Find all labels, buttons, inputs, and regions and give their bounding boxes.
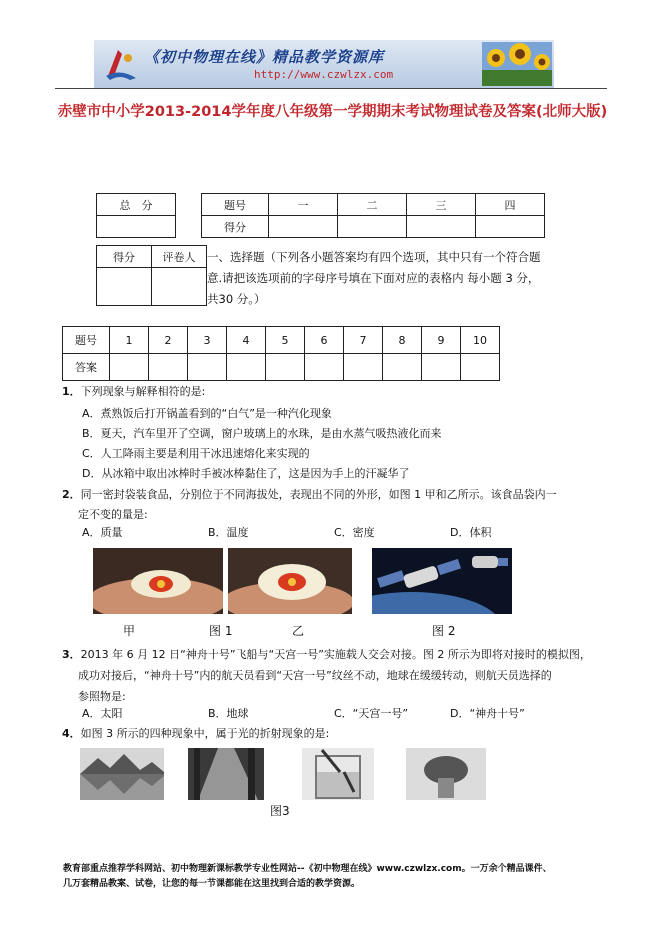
question-3-stem-1: 2013 年 6 月 12 日“神舟十号”飞船与“天宫一号”实施载人交会对接。图 2 所示为即将对接时的模拟图， bbox=[80, 648, 591, 661]
figure-1-jia-image bbox=[93, 548, 223, 614]
answer-cell-1[interactable] bbox=[110, 354, 149, 381]
answer-cell-6[interactable] bbox=[305, 354, 344, 381]
section1-line2: 意.请把该选项前的字母序号填在下面对应的表格内 每小题 3 分， bbox=[207, 271, 540, 285]
figure-2-docking-image bbox=[372, 548, 512, 614]
q2-option-c[interactable]: C．密度 bbox=[334, 526, 375, 539]
exam-title: 赤壁市中小学2013-2014学年度八年级第一学期期末考试物理试卷及答案(北师大版) bbox=[57, 104, 608, 120]
answer-number-7: 7 bbox=[344, 327, 383, 354]
question-4-number: 4． bbox=[62, 727, 81, 740]
question-2-stem-2: 定不变的量是: bbox=[78, 508, 148, 521]
answer-number-5: 5 bbox=[266, 327, 305, 354]
figure-3-shadow-puppet-image bbox=[406, 748, 486, 800]
header-divider bbox=[55, 88, 607, 89]
question-4-stem: 如图 3 所示的四种现象中，属于光的折射现象的是: bbox=[80, 727, 330, 740]
score-header-label: 题号 bbox=[202, 194, 269, 216]
score-col-2: 二 bbox=[338, 194, 407, 216]
score-cell-2[interactable] bbox=[338, 216, 407, 238]
section-score-table bbox=[201, 193, 545, 238]
section1-instructions bbox=[207, 247, 541, 310]
question-1-number: 1． bbox=[62, 385, 81, 398]
section1-line1: 一、选择题（下列各小题答案均有四个选项，其中只有一个符合题 bbox=[207, 250, 541, 264]
question-3-stem-2: 成功对接后，“神舟十号”内的航天员看到“天宫一号”纹丝不动，地球在缓缓转动，则航天员选择的 bbox=[78, 669, 552, 682]
question-3 bbox=[62, 644, 591, 707]
q2-option-d[interactable]: D．体积 bbox=[450, 526, 492, 539]
score-row-label: 得分 bbox=[202, 216, 269, 238]
grader-score-cell[interactable] bbox=[97, 268, 152, 306]
answer-table bbox=[62, 326, 500, 381]
grader-name-cell[interactable] bbox=[152, 268, 207, 306]
answer-number-2: 2 bbox=[149, 327, 188, 354]
question-4 bbox=[62, 725, 329, 742]
question-3-number: 3． bbox=[62, 648, 81, 661]
answer-number-10: 10 bbox=[461, 327, 500, 354]
answer-cell-10[interactable] bbox=[461, 354, 500, 381]
grader-box bbox=[96, 245, 207, 306]
answer-cell-8[interactable] bbox=[383, 354, 422, 381]
figure-2-caption: 图 2 bbox=[432, 624, 456, 638]
banner-title: 《初中物理在线》精品教学资源库 bbox=[144, 48, 385, 66]
score-cell-4[interactable] bbox=[476, 216, 545, 238]
grader-score-label: 得分 bbox=[97, 246, 152, 268]
total-score-cell[interactable] bbox=[97, 216, 176, 238]
q3-option-c[interactable]: C．“天宫一号” bbox=[334, 707, 409, 720]
total-score-label: 总 分 bbox=[97, 194, 176, 216]
score-col-1: 一 bbox=[269, 194, 338, 216]
answer-cell-5[interactable] bbox=[266, 354, 305, 381]
question-3-stem-3: 参照物是: bbox=[78, 690, 126, 703]
q3-option-b[interactable]: B．地球 bbox=[208, 707, 249, 720]
answer-number-3: 3 bbox=[188, 327, 227, 354]
q2-option-b[interactable]: B．温度 bbox=[208, 526, 249, 539]
q1-option-c[interactable]: C．人工降雨主要是利用干冰迅速熔化来实现的 bbox=[82, 447, 310, 460]
figure-1-jia-caption: 甲 bbox=[123, 624, 136, 638]
section1-line3: 共30 分。） bbox=[207, 292, 266, 306]
page-footer bbox=[63, 862, 603, 892]
answer-cell-3[interactable] bbox=[188, 354, 227, 381]
answer-cell-2[interactable] bbox=[149, 354, 188, 381]
answer-table-answer-label: 答案 bbox=[63, 354, 110, 381]
figure-1-yi-caption: 乙 bbox=[292, 624, 305, 638]
question-1 bbox=[62, 383, 205, 400]
q2-option-a[interactable]: A．质量 bbox=[82, 526, 123, 539]
q1-option-a[interactable]: A．煮熟饭后打开锅盖看到的“白气”是一种汽化现象 bbox=[82, 407, 332, 420]
figure-3-light-through-trees-image bbox=[188, 748, 264, 800]
grader-name-label: 评卷人 bbox=[152, 246, 207, 268]
site-logo-icon bbox=[100, 46, 140, 82]
answer-number-9: 9 bbox=[422, 327, 461, 354]
q1-option-b[interactable]: B．夏天，汽车里开了空调，窗户玻璃上的水珠，是由水蒸气吸热液化而来 bbox=[82, 427, 442, 440]
figure-1-yi-image bbox=[228, 548, 352, 614]
q3-option-a[interactable]: A．太阳 bbox=[82, 707, 123, 720]
answer-number-8: 8 bbox=[383, 327, 422, 354]
figure-1-caption: 图 1 bbox=[209, 624, 233, 638]
q3-option-d[interactable]: D．“神舟十号” bbox=[450, 707, 525, 720]
answer-cell-4[interactable] bbox=[227, 354, 266, 381]
question-1-options bbox=[82, 404, 442, 484]
question-2-number: 2． bbox=[62, 488, 81, 501]
figure-3-pencil-in-water-image bbox=[302, 748, 374, 800]
answer-number-4: 4 bbox=[227, 327, 266, 354]
question-1-stem: 下列现象与解释相符的是: bbox=[80, 385, 206, 398]
banner-url: http://www.czwlzx.com bbox=[254, 68, 394, 81]
q1-option-d[interactable]: D．从冰箱中取出冰棒时手被冰棒黏住了，这是因为手上的汗凝华了 bbox=[82, 467, 410, 480]
total-score-box bbox=[96, 193, 176, 238]
figure-3-mountain-reflection-image bbox=[80, 748, 164, 800]
score-col-3: 三 bbox=[407, 194, 476, 216]
answer-number-6: 6 bbox=[305, 327, 344, 354]
answer-cell-7[interactable] bbox=[344, 354, 383, 381]
score-cell-1[interactable] bbox=[269, 216, 338, 238]
question-2-stem-1: 同一密封袋装食品，分别位于不同海拔处，表现出不同的外形，如图 1 甲和乙所示。该食品袋内一 bbox=[80, 488, 557, 501]
score-col-4: 四 bbox=[476, 194, 545, 216]
answer-table-number-label: 题号 bbox=[63, 327, 110, 354]
figure-3-caption: 图3 bbox=[270, 804, 290, 818]
score-cell-3[interactable] bbox=[407, 216, 476, 238]
footer-line-2: 几万套精品教案、试卷，让您的每一节课都能在这里找到合适的教学资源。 bbox=[63, 879, 361, 889]
answer-number-1: 1 bbox=[110, 327, 149, 354]
answer-cell-9[interactable] bbox=[422, 354, 461, 381]
sunflower-image bbox=[482, 42, 552, 86]
site-banner bbox=[94, 40, 554, 88]
question-2 bbox=[62, 485, 557, 525]
footer-line-1: 教育部重点推荐学科网站、初中物理新课标教学专业性网站--《初中物理在线》www.czwlzx.com。一万余个精品课件、 bbox=[63, 864, 552, 874]
